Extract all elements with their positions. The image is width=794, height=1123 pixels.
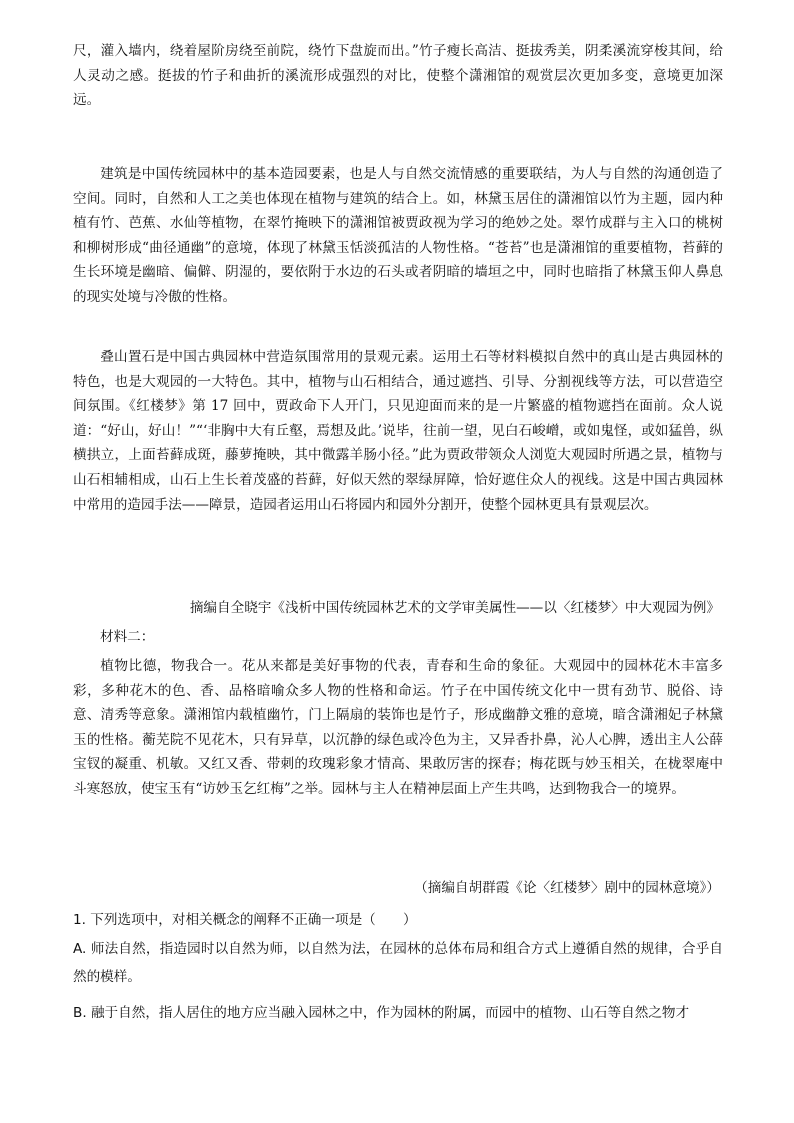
material1-paragraph-continued: 尺，灌入墙内，绕着屋阶房绕至前院，绕竹下盘旋而出。”竹子瘦长高洁、挺拔秀美，阴柔溪流穿梭其间，给人灵动之感。挺拔的竹子和曲折的溪流形成强烈的对比，使整个潇湘馆的观赏层次更加多变，意境更加深远。 (73, 43, 723, 109)
material1-paragraph-rockery: 叠山置石是中国古典园林中营造氛围常用的景观元素。运用土石等材料模拟自然中的真山是古典园林的特色，也是大观园的一大特色。其中，植物与山石相结合，通过遮挡、引导、分割视线等方法，可以营造空间氛围。《红楼梦》第 17 回中，贾政命下人开门，只见迎面而来的是一片繁盛的植物遮挡在面前。众人说道：“好山，好山！”“‘非胸中大有丘壑，焉想及此。’说毕，往前一望，见白石峻嶒，或如鬼怪，或如猛兽，纵横拱立，上面苔藓成斑，藤萝掩映，其中微露羊肠小径。”此为贾政带领众人浏览大观园时所遇之景，植物与山石相辅相成，山石上生长着茂盛的苔藓，好似天然的翠绿屏障，恰好遮住众人的视线。这是中国古典园林中常用的造园手法——障景，造园者运用山石将园内和园外分割开，使整个园林更具有景观层次。 (73, 349, 723, 513)
question-1-option-b: B. 融于自然，指人居住的地方应当融入园林之中，作为园林的附属，而园中的植物、山石等自然之物才 (73, 1005, 690, 1021)
question-1-stem: 1. 下列选项中，对相关概念的阐释不正确一项是（ ） (73, 912, 417, 928)
material2-paragraph: 植物比德，物我合一。花从来都是美好事物的代表，青春和生命的象征。大观园中的园林花木丰富多彩，多种花木的色、香、品格暗喻众多人物的性格和命运。竹子在中国传统文化中一贯有劲节、脱俗、诗意、清秀等意象。潇湘馆内载植幽竹，门上隔扇的装饰也是竹子，形成幽静文雅的意境，暗含潇湘妃子林黛玉的性格。蘅芜院不见花木，只有异草，以沉静的绿色或冷色为主，又异香扑鼻，沁人心脾，透出主人公薛宝钗的凝重、机敏。又红又香、带刺的玫瑰彩象才情高、果敢厉害的探春；梅花既与妙玉相关，在栊翠庵中斗寒怒放，使宝玉有“访妙玉乞红梅”之举。园林与主人在精神层面上产生共鸣，达到物我合一的境界。 (73, 658, 723, 797)
material1-paragraph-building: 建筑是中国传统园林中的基本造园要素，也是人与自然交流情感的重要联结，为人与自然的沟通创造了空间。同时，自然和人工之美也体现在植物与建筑的结合上。如，林黛玉居住的潇湘馆以竹为主题，园内种植有竹、芭蕉、水仙等植物，在翠竹掩映下的潇湘馆被贾政视为学习的绝妙之处。翠竹成群与主入口的桃树和柳树形成“曲径通幽”的意境，体现了林黛玉恬淡孤洁的人物性格。“苍苔”也是潇湘馆的重要植物，苔藓的生长环境是幽暗、偏僻、阴湿的，要依附于水边的石头或者阴暗的墙垣之中，同时也暗指了林黛玉仰人鼻息的现实处境与冷傲的性格。 (73, 166, 723, 305)
question-1-option-a: A. 师法自然，指造园时以自然为师，以自然为法，在园林的总体布局和组合方式上遵循自然的规律，合乎自然的模样。 (73, 941, 723, 985)
material2-label: 材料二： (100, 629, 155, 645)
material2-source: （摘编自胡群霞《论〈红楼梦〉剧中的园林意境》） (414, 880, 720, 896)
material1-source: 摘编自全晓宇《浅析中国传统园林艺术的文学审美属性——以〈红楼梦〉中大观园为例》 (189, 600, 720, 616)
